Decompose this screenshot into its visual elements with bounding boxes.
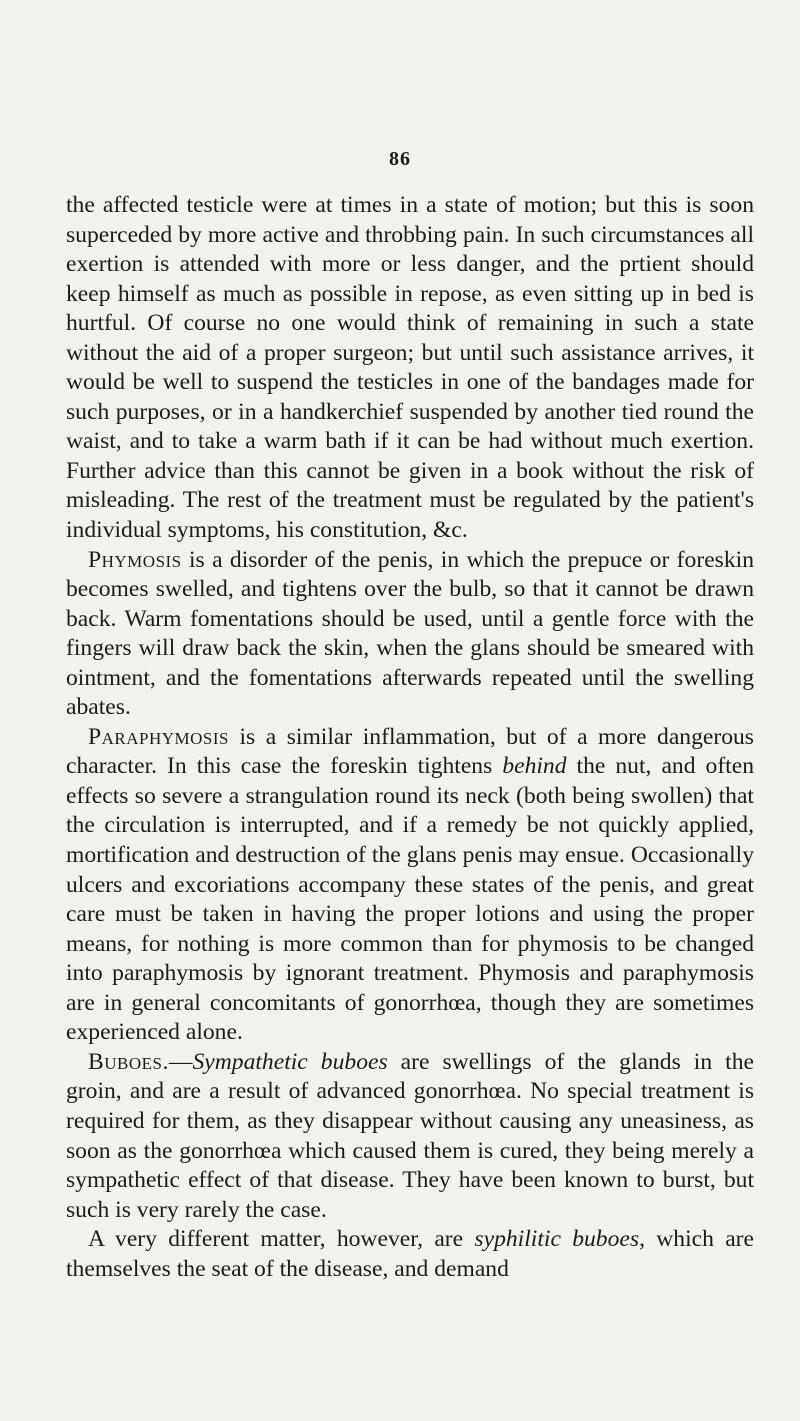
paragraph-buboes <box>66 1048 754 1225</box>
syphilitic-text-a: A very different matter, however, are <box>88 1226 475 1253</box>
term-buboes: Buboes. <box>88 1048 169 1075</box>
paraphymosis-emphasis: behind <box>502 753 567 780</box>
page-number: 86 <box>389 148 411 170</box>
phymosis-text: is a disorder of the penis, in which the prepuce or foreskin becomes swelled, and tightens over the bulb, so that it cannot be drawn back. Warm fomentations should be used, until a gentle force with the fingers will draw back the skin, when the glans should be smeared with ointment, and the fomentations afterwards repeated until the swelling abates. <box>66 546 754 721</box>
paragraph-paraphymosis <box>66 723 754 1048</box>
paragraph-syphilitic-buboes <box>66 1225 754 1284</box>
syphilitic-text-b: , which are themselves the seat of the disease, and demand <box>66 1226 755 1282</box>
term-phymosis: Phymosis <box>88 546 182 573</box>
term-syphilitic-buboes: syphilitic buboes <box>474 1226 640 1253</box>
buboes-text: are swellings of the glands in the groin, and are a result of advanced gonorrhœa. No special treatment is required for them, as they disappear without causing any uneasiness, as soon as the gonorrhœa which caused them is cured, they being merely a sympathetic effect of that disease. They have been known to burst, but such is very rarely the case. <box>66 1048 754 1223</box>
body-text <box>66 191 754 1284</box>
paraphymosis-text-a: is a similar inflammation, but of a more dangerous character. In this case the foreskin tightens <box>66 723 754 780</box>
term-paraphymosis: Paraphymosis <box>88 723 229 750</box>
paragraph-phymosis <box>66 546 754 723</box>
paraphymosis-text-b: the nut, and often effects so severe a strangulation round its neck (both being swollen) that the circulation is interrupted, and if a remedy be not quickly applied, mortification and destruction of the glans penis may ensue. Occasionally ulcers and excoriations accompany these states of the penis, and great care must be taken in having the proper lotions and using the proper means, for nothing is more common than for phymosis to be changed into paraphymosis by ignorant treatment. Phymosis and paraphymosis are in general concomitants of gonorrhœa, though they are sometimes experienced alone. <box>66 753 755 1046</box>
term-sympathetic-buboes: Sympathetic buboes <box>192 1048 388 1075</box>
paragraph-testicle-care: the affected testicle were at times in a state of motion; but this is soon superceded by more active and throbbing pain. In such circumstances all exertion is attended with more or less danger, and the prtient should keep himself as much as possible in repose, as even sitting up in bed is hurtful. Of course no one would think of remaining in such a state without the aid of a proper surgeon; but until such assistance arrives, it would be well to suspend the testicles in one of the bandages made for such purposes, or in a handkerchief suspended by another tied round the waist, and to take a warm bath if it can be had without much exertion. Further advice than this cannot be given in a book without the risk of misleading. The rest of the treatment must be regulated by the patient's individual symptoms, his constitution, &c. <box>66 192 754 544</box>
buboes-dash: — <box>168 1048 193 1075</box>
